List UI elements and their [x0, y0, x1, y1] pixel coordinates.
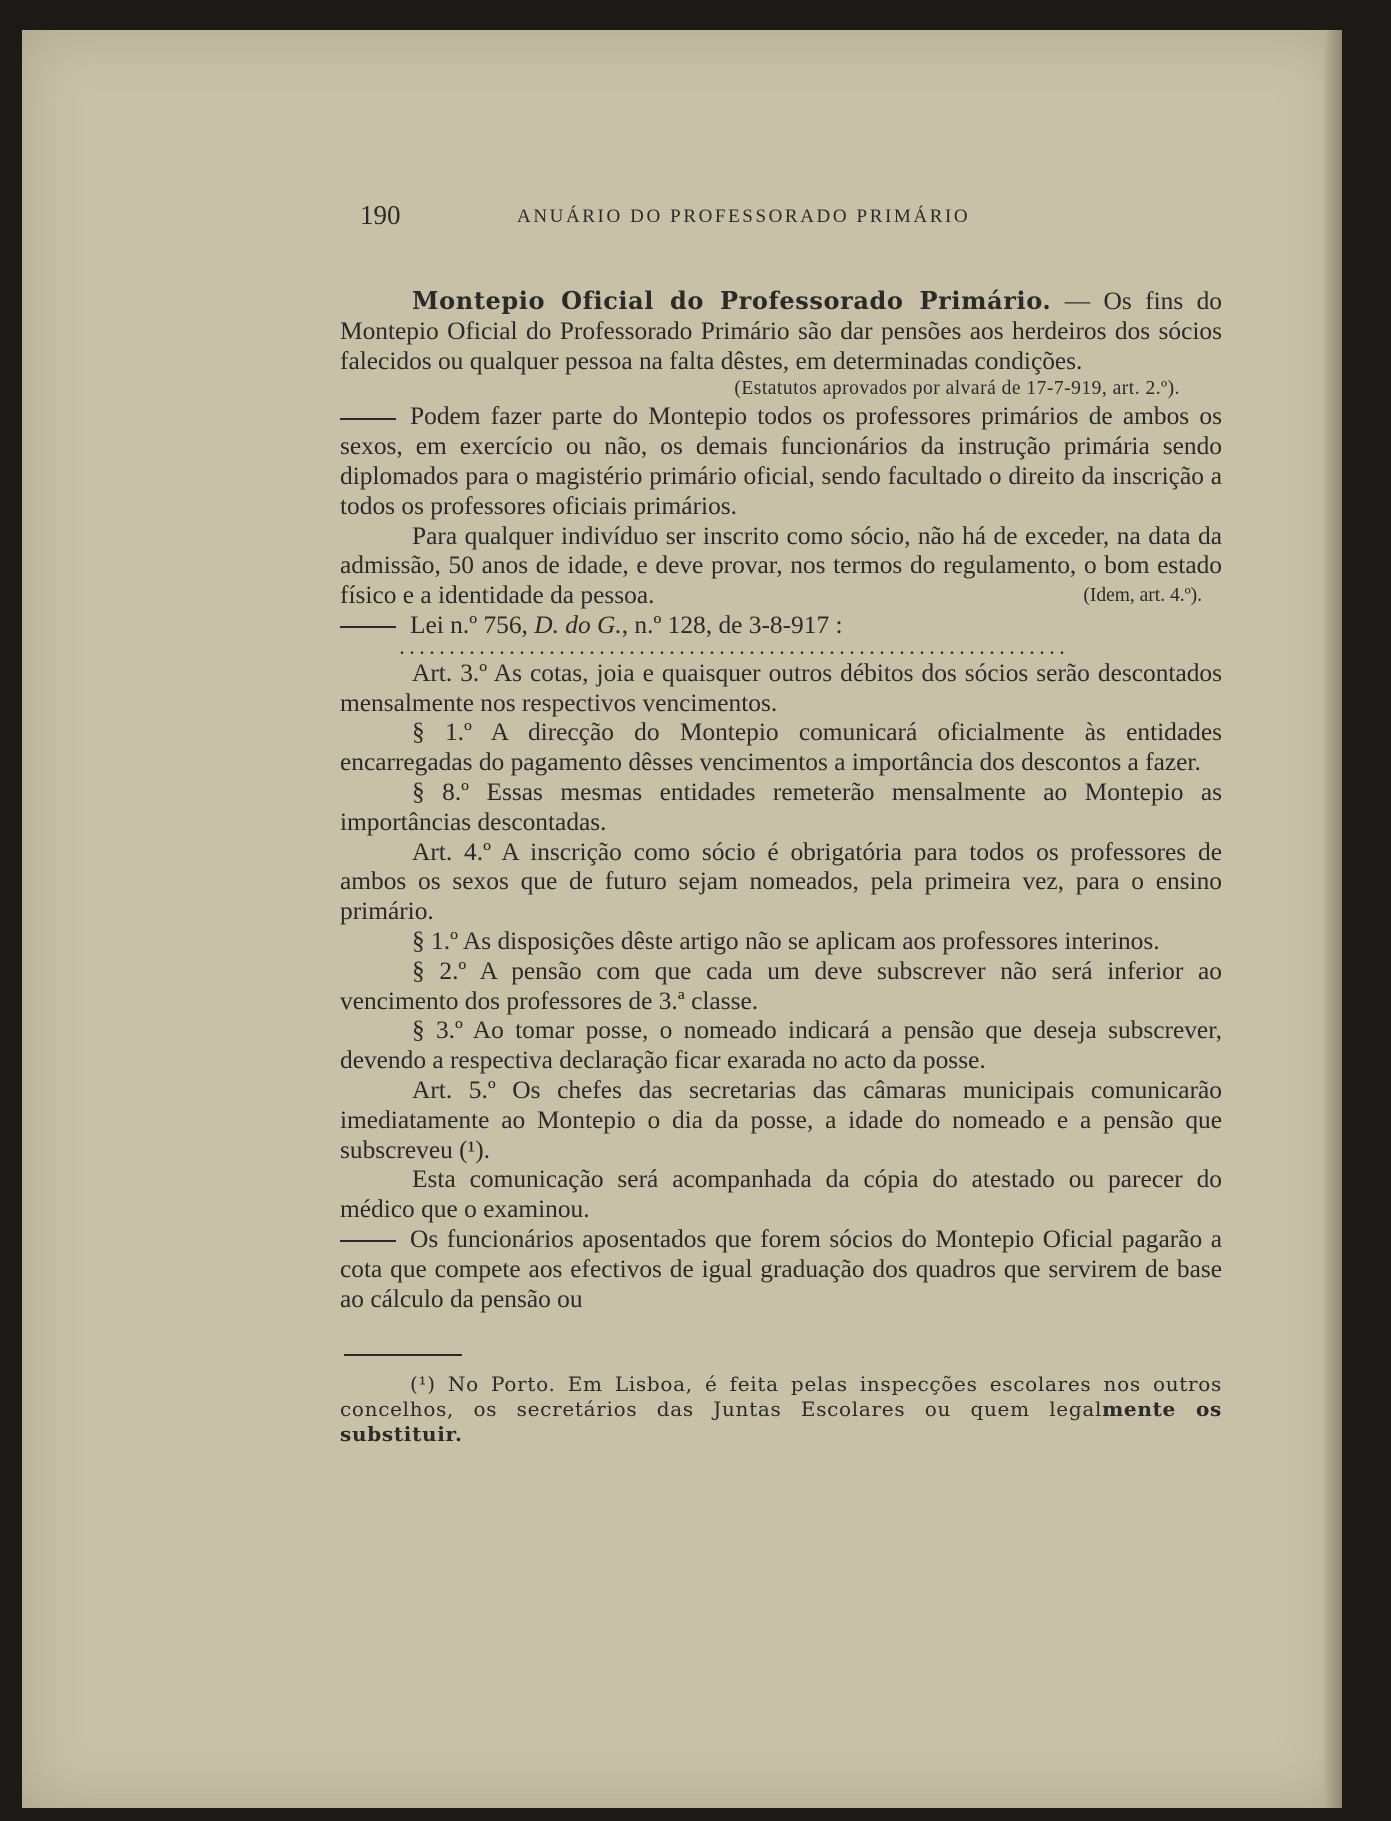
article-3-paragraph-8: § 8.º Essas mesmas entidades remeterão mensalmente ao Montepio as importâncias descontadas. [340, 777, 1222, 836]
footnote-text-end: mente os substituir. [340, 1397, 1222, 1447]
body-text [340, 286, 1222, 1314]
running-head [340, 200, 1222, 240]
paragraph-retired: Os funcionários aposentados que forem sócios do Montepio Oficial pagarão a cota que compete aos efectivos de igual graduação dos quadros que servirem de base ao cálculo da pensão ou [340, 1224, 1222, 1313]
text-block [340, 200, 1222, 1447]
article-4-paragraph-3: § 3.º Ao tomar posse, o nomeado indicará a pensão que deseja subscrever, devendo a respectiva declaração ficar exarada no acto da posse. [340, 1016, 1222, 1075]
article-4-paragraph-1: § 1.º As disposições dêste artigo não se aplicam aos professores interinos. [412, 926, 1160, 955]
article-3-paragraph-1: § 1.º A direcção do Montepio comunicará oficialmente às entidades encarregadas do pagamento dêsses vencimentos a importância dos descontos a fazer. [340, 718, 1222, 777]
citation-idem: (Idem, art. 4.º). [1083, 585, 1202, 607]
article-5-continuation: Esta comunicação será acompanhada da cópia do atestado ou parecer do médico que o examinou. [340, 1165, 1222, 1224]
dash-rule [340, 418, 396, 420]
dash-rule [340, 626, 396, 628]
article-4-paragraph-2: § 2.º A pensão com que cada um deve subscrever não será inferior ao vencimento dos professores de 3.ª classe. [340, 956, 1222, 1015]
dash-rule [340, 1240, 396, 1242]
footnote-rule [344, 1354, 462, 1356]
law-reference: Lei n.º 756, D. do G., n.º 128, de 3-8-917 : [340, 611, 1222, 641]
paragraph-membership: Podem fazer parte do Montepio todos os professores primários de ambos os sexos, em exercício ou não, os demais funcionários da instrução primária sendo diplomados para o magistério primário oficial, sendo facultado o direito da inscrição a todos os professores oficiais primários. [340, 402, 1222, 520]
citation-statutes: (Estatutos aprovados por alvará de 17-7-919, art. 2.º). [734, 378, 1180, 400]
article-3: Art. 3.º As cotas, joia e quaisquer outros débitos dos sócios serão descontados mensalmente nos respectivos vencimentos. [340, 658, 1222, 717]
paragraph-purpose: Os fins do Montepio Oficial do Professorado Primário são dar pensões aos herdeiros dos sócios falecidos ou qualquer pessoa na falta dêstes, em determinadas condições. [340, 287, 1222, 375]
section-heading: Montepio Oficial do Professorado Primário. [412, 286, 1052, 315]
article-4: Art. 4.º A inscrição como sócio é obrigatória para todos os professores de ambos os sexos que de futuro sejam nomeados, pela primeira vez, para o ensino primário. [340, 837, 1222, 926]
footnote [340, 1372, 1222, 1447]
article-5: Art. 5.º Os chefes das secretarias das câmaras municipais comunicarão imediatamente ao Montepio o dia da posse, a idade do nomeado e a pensão que subscreveu (¹). [340, 1075, 1222, 1164]
page-number: 190 [360, 200, 401, 230]
footnote-text: (¹) No Porto. Em Lisboa, é feita pelas inspecções escolares nos outros concelhos, os secretários das Juntas Escolares ou quem legal [340, 1372, 1222, 1422]
running-title: ANUÁRIO DO PROFESSORADO PRIMÁRIO [517, 206, 971, 227]
page-edge-shadow [1324, 30, 1342, 1808]
document-page [22, 30, 1342, 1808]
heading-dash: — [1051, 287, 1091, 315]
paragraph-age-limit: Para qualquer indivíduo ser inscrito como sócio, não há de exceder, na data da admissão, 50 anos de idade, e deve provar, nos termos do regulamento, o bom estado físico e a identidade da pessoa. (Idem, art. 4.º). [340, 521, 1222, 610]
section-intro [340, 286, 1222, 376]
law-gazette: D. do G. [534, 610, 622, 639]
ellipsis-separator: ................................................................... [400, 640, 1070, 658]
